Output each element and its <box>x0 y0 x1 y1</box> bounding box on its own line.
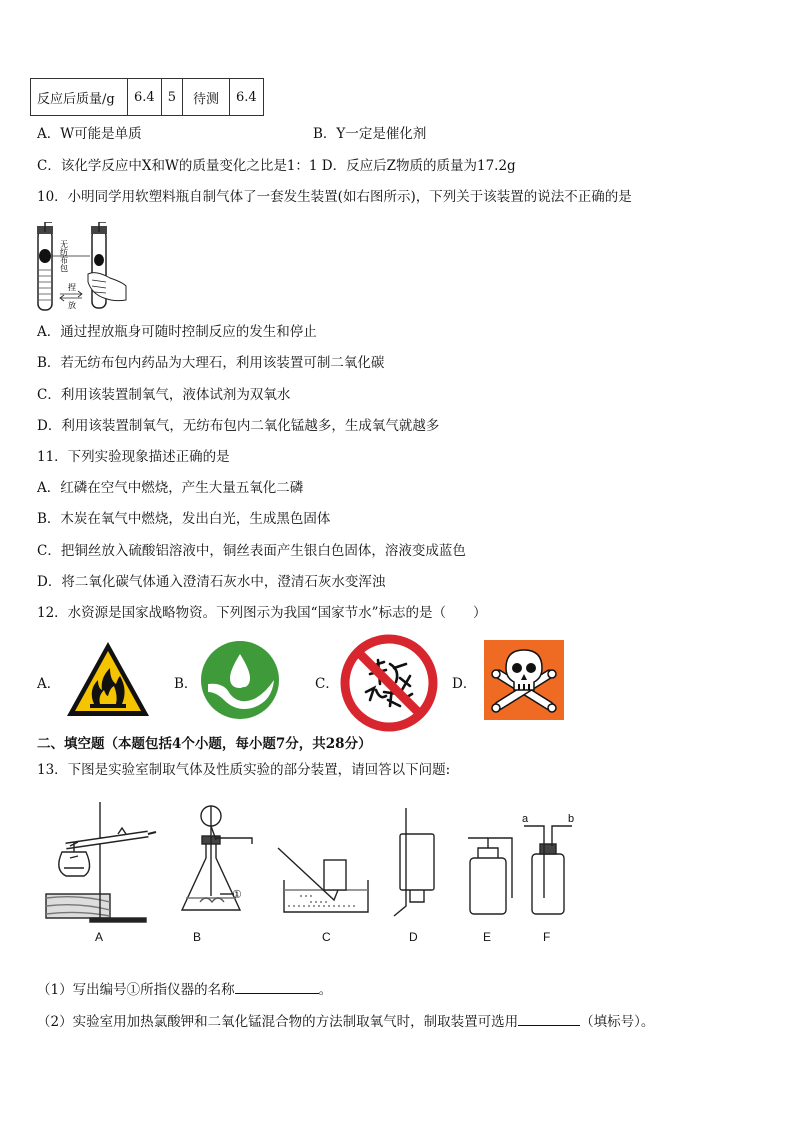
q12-label-a: A． <box>37 676 61 692</box>
q10-stem: 10．小明同学用软塑料瓶自制气体了一套发生装置(如右图所示)，下列关于该装置的说法不正确的是 <box>37 189 632 205</box>
q13-sub1-suffix: 。 <box>318 982 333 998</box>
lab-apparatus-figure <box>38 798 598 928</box>
apparatus-label-a: A <box>95 930 104 944</box>
apparatus-a <box>46 802 156 922</box>
apparatus-d <box>394 808 434 916</box>
q11-stem: 11．下列实验现象描述正确的是 <box>37 449 230 465</box>
q11-option-d: D．将二氧化碳气体通入澄清石灰水中，澄清石灰水变浑浊 <box>37 574 386 590</box>
answer-blank-2[interactable] <box>518 1011 580 1026</box>
q13-sub2 <box>37 1011 654 1032</box>
port-a-label: a <box>522 813 529 825</box>
row-label: 反应后质量/g <box>31 79 128 116</box>
q11-option-a: A．红磷在空气中燃烧，产生大量五氧化二磷 <box>37 480 304 496</box>
q13-sub1 <box>37 979 332 1000</box>
q11-option-b: B．木炭在氧气中燃烧，发出白光，生成黑色固体 <box>37 511 331 527</box>
q11-option-c: C．把铜丝放入硫酸铝溶液中，铜丝表面产生银白色固体，溶液变成蓝色 <box>37 543 466 559</box>
q12-label-b: B． <box>174 676 198 692</box>
toxic-skull-icon <box>484 640 564 720</box>
mass-table <box>30 78 264 116</box>
apparatus-label-f: F <box>543 930 551 944</box>
table-cell: 6.4 <box>128 79 162 116</box>
q13-stem: 13．下图是实验室制取气体及性质实验的部分装置，请回答以下问题: <box>37 762 451 778</box>
q13-sub2-prefix: （2）实验室用加热氯酸钾和二氧化锰混合物的方法制取氧气时，制取装置可选用 <box>37 1014 519 1030</box>
table-cell: 待测 <box>182 79 229 116</box>
q10-option-b: B．若无纺布包内药品为大理石，利用该装置可制二氧化碳 <box>37 355 385 371</box>
q13-sub1-prefix: （1）写出编号①所指仪器的名称 <box>37 982 235 998</box>
q10-option-d: D．利用该装置制氧气，无纺布包内二氧化锰越多，生成氧气就越多 <box>37 418 440 434</box>
apparatus-label-c: C <box>322 930 331 944</box>
flammable-warning-icon <box>64 638 152 720</box>
figure-text-release: 放 <box>68 301 76 310</box>
apparatus-label-d: D <box>409 930 418 944</box>
q10-option-a: A．通过捏放瓶身可随时控制反应的发生和停止 <box>37 324 317 340</box>
table-row <box>31 79 264 116</box>
no-littering-icon <box>340 634 438 732</box>
water-saving-icon <box>200 640 280 720</box>
apparatus-e <box>468 838 512 914</box>
q12-label-c: C． <box>315 676 339 692</box>
marker-circled-one: ① <box>232 888 242 901</box>
apparatus-label-e: E <box>483 930 492 944</box>
table-cell: 5 <box>161 79 182 116</box>
q9-option-a: A．W可能是单质 <box>37 126 142 142</box>
q10-option-c: C．利用该装置制氧气，液体试剂为双氧水 <box>37 387 291 403</box>
q9-option-b: B．Y一定是催化剂 <box>313 126 427 142</box>
figure-text-bag: 无纺布包 <box>59 240 69 272</box>
q9-option-cd: C．该化学反应中X和W的质量变化之比是1：1 D．反应后Z物质的质量为17.2g <box>37 158 516 174</box>
apparatus-label-b: B <box>193 930 202 944</box>
section-heading: 二、填空题（本题包括4个小题，每小题7分，共28分） <box>37 736 372 752</box>
q12-label-d: D． <box>452 676 477 692</box>
port-b-label: b <box>568 813 575 825</box>
plastic-bottle-left <box>37 222 53 310</box>
q12-stem: 12．水资源是国家战略物资。下列图示为我国“国家节水”标志的是（ ） <box>37 605 487 621</box>
q13-sub2-suffix: （填标号）。 <box>580 1014 655 1030</box>
apparatus-f <box>524 826 572 914</box>
answer-blank-1[interactable] <box>235 979 319 994</box>
apparatus-c <box>278 848 368 912</box>
figure-text-pinch: 捏 <box>68 283 76 292</box>
plastic-bottle-right <box>88 222 126 308</box>
table-cell: 6.4 <box>229 79 263 116</box>
plastic-bottle-apparatus-figure <box>30 222 130 314</box>
